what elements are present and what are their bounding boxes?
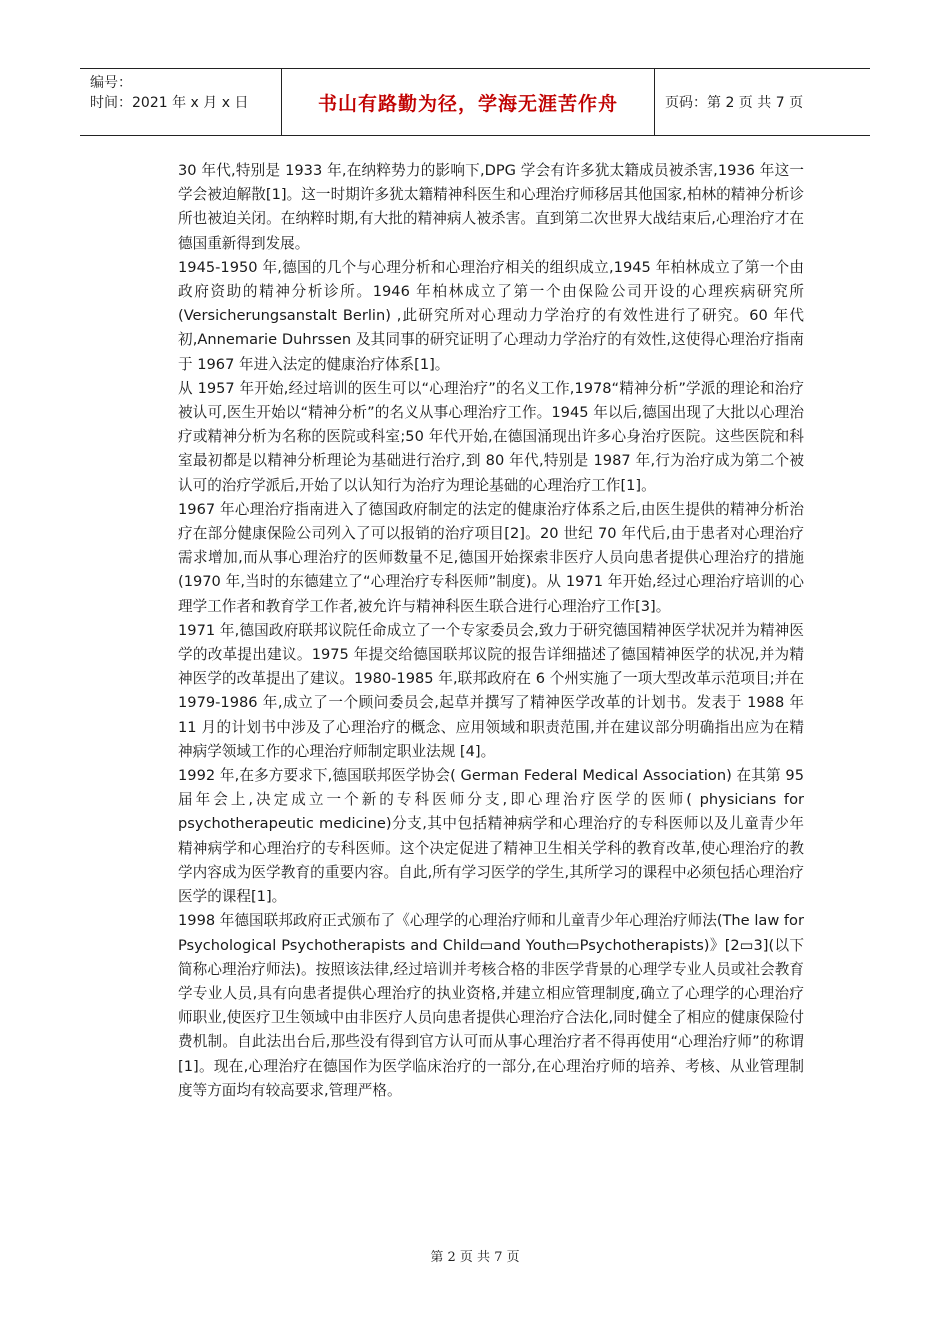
paragraph: 1945-1950 年,德国的几个与心理分析和心理治疗相关的组织成立,1945 年柏林成立了第一个由政府资助的精神分析诊所。1946 年柏林成立了第一个由保险公司开设的心理疾病研究所(Versicherungsanstalt Berlin) ,此研究所对心理动力学治疗的有效性进行了研究。60 年代初,Annemarie Duhrssen 及其同事的研究证明了心理动力学治疗的有效性,这使得心理治疗指南于 1967 年进入法定的健康治疗体系[1]。 — [178, 258, 804, 373]
paragraph: 30 年代,特别是 1933 年,在纳粹势力的影响下,DPG 学会有许多犹太籍成员被杀害,1936 年这一学会被迫解散[1]。这一时期许多犹太籍精神科医生和心理治疗师移居其他国家,柏林的精神分析诊所也被迫关闭。在纳粹时期,有大批的精神病人被杀害。直到第二次世界大战结束后,心理治疗才在德国重新得到发展。 — [178, 162, 804, 252]
header-motto: 书山有路勤为径，学海无涯苦作舟 — [282, 69, 655, 135]
paragraph: 1998 年德国联邦政府正式颁布了《心理学的心理治疗师和儿童青少年心理治疗师法(The law for Psychological Psychotherapists and Child▭and Youth▭Psychotherapists)》[2▭3](以下简称心理治疗师法)。按照该法律,经过培训并考核合格的非医学背景的心理学专业人员或社会教育学专业人员,具有向患者提供心理治疗的执业资格,并建立相应管理制度,确立了心理学的心理治疗师职业,使医疗卫生领域中由非医疗人员向患者提供心理治疗合法化,同时健全了相应的健康保险付费机制。自此法出台后,那些没有得到官方认可而从事心理治疗者不得再使用“心理治疗师”的称谓[1]。现在,心理治疗在德国作为医学临床治疗的一部分,在心理治疗师的培养、考核、从业管理制度等方面均有较高要求,管理严格。 — [178, 912, 804, 1099]
paragraph: 1971 年,德国政府联邦议院任命成立了一个专家委员会,致力于研究德国精神医学状况并为精神医学的改革提出建议。1975 年提交给德国联邦议院的报告详细描述了德国精神医学的状况,并为精神医学的改革提出了建议。1980-1985 年,联邦政府在 6 个州实施了一项大型改革示范项目;并在 1979-1986 年,成立了一个顾问委员会,起草并撰写了精神医学改革的计划书。发表于 1988 年 11 月的计划书中涉及了心理治疗的概念、应用领域和职责范围,并在建议部分明确指出应为在精神病学领域工作的心理治疗师制定职业法规 [4]。 — [178, 621, 804, 760]
paragraph: 1967 年心理治疗指南进入了德国政府制定的法定的健康治疗体系之后,由医生提供的精神分析治疗在部分健康保险公司列入了可以报销的治疗项目[2]。20 世纪 70 年代后,由于患者对心理治疗需求增加,而从事心理治疗的医师数量不足,德国开始探索非医疗人员向患者提供心理治疗的措施(1970 年,当时的东德建立了“心理治疗专科医师”制度)。从 1971 年开始,经过心理治疗培训的心理学工作者和教育学工作者,被允许与精神科医生联合进行心理治疗工作[3]。 — [178, 500, 804, 615]
date-label: 时间：2021 年 x 月 x 日 — [90, 95, 249, 111]
body-text — [178, 159, 804, 1103]
page-footer: 第 2 页 共 7 页 — [430, 1250, 520, 1265]
paragraph: 1992 年,在多方要求下,德国联邦医学协会( German Federal Medical Association) 在其第 95 届年会上,决定成立一个新的专科医师分支,即心理治疗医学的医师( physicians for psychotherapeutic medicine)分支,其中包括精神病学和心理治疗的专科医师以及儿童青少年精神病学和心理治疗的专科医师。这个决定促进了精神卫生相关学科的教育改革,使心理治疗的教学内容成为医学教育的重要内容。自此,所有学习医学的学生,其所学习的课程中必须包括心理治疗医学的课程[1]。 — [178, 767, 804, 906]
header-page-number: 页码：第 2 页 共 7 页 — [665, 95, 804, 111]
page-header — [80, 68, 870, 136]
document-number-label: 编号： — [90, 75, 132, 91]
header-meta — [80, 69, 282, 135]
paragraph: 从 1957 年开始,经过培训的医生可以“心理治疗”的名义工作,1978“精神分析”学派的理论和治疗被认可,医生开始以“精神分析”的名义从事心理治疗工作。1945 年以后,德国出现了大批以心理治疗或精神分析为名称的医院或科室;50 年代开始,在德国涌现出许多心身治疗医院。这些医院和科室最初都是以精神分析理论为基础进行治疗,到 80 年代,特别是 1987 年,行为治疗成为第二个被认可的治疗学派后,开始了以认知行为治疗为理论基础的心理治疗工作[1]。 — [178, 379, 804, 494]
